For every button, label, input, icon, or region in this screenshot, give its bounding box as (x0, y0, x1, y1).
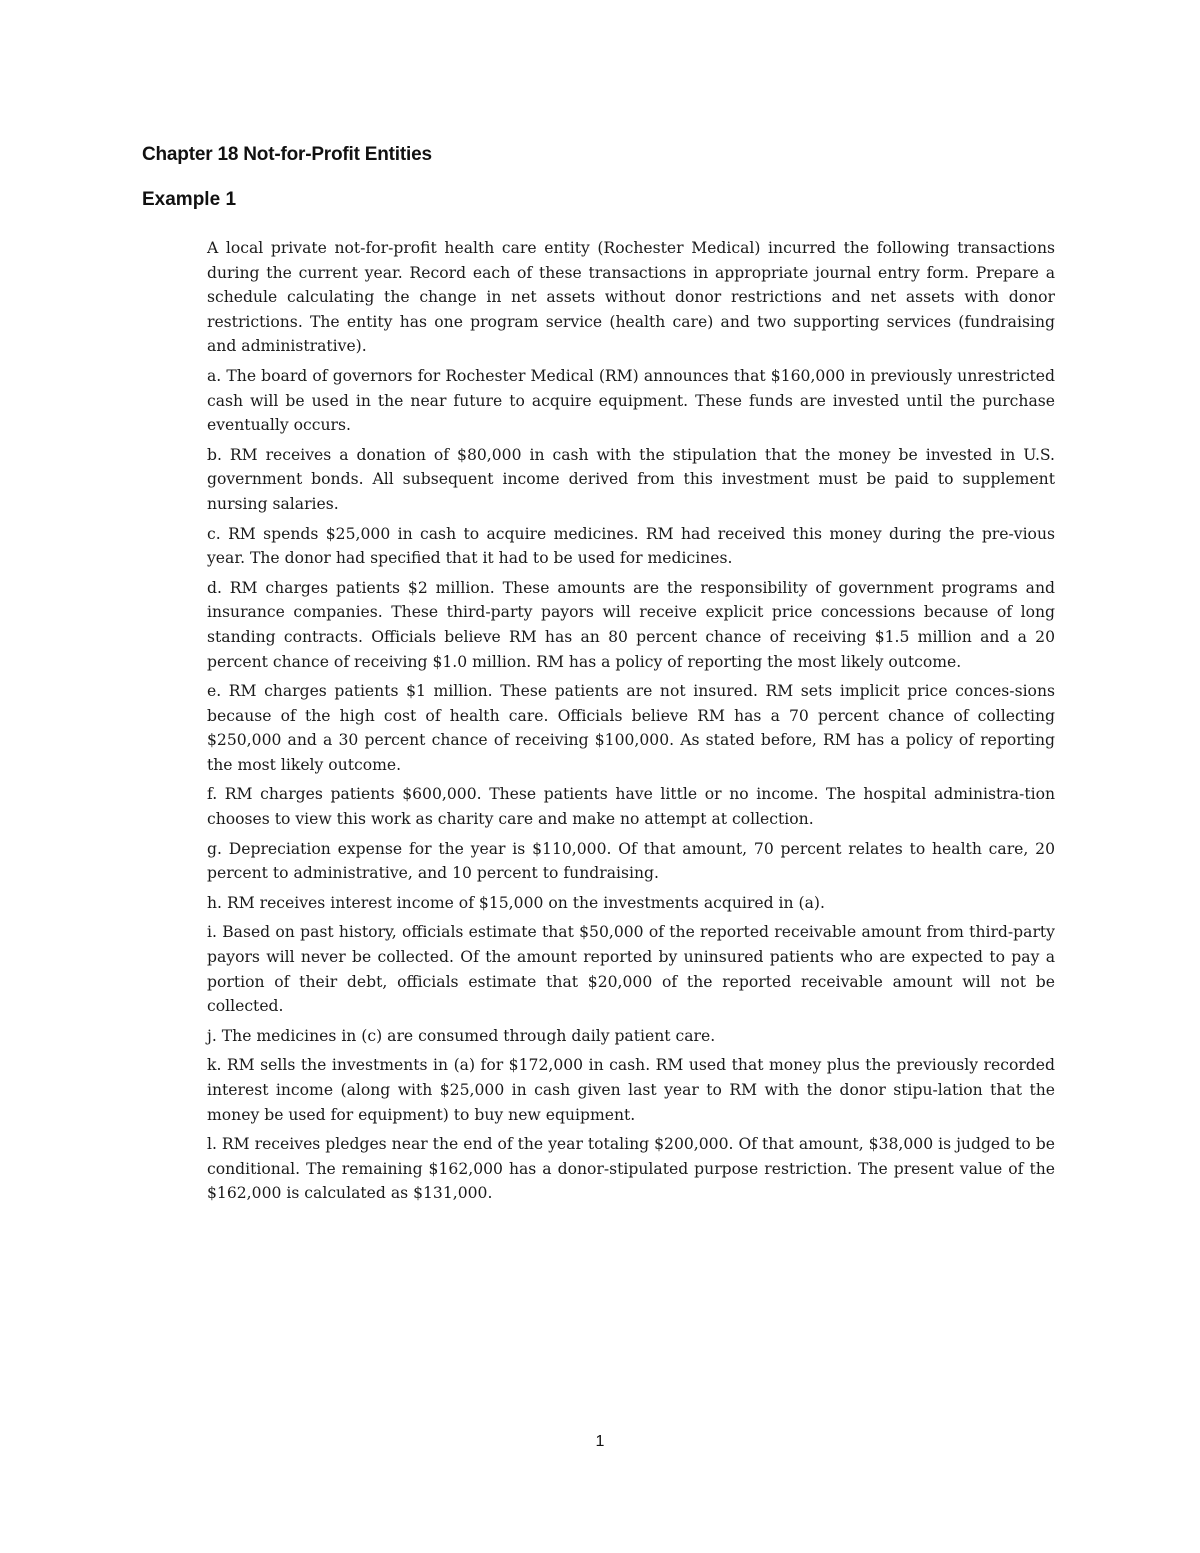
transaction-item-j: j. The medicines in (c) are consumed through daily patient care. (207, 1026, 716, 1045)
page-number: 1 (595, 1433, 605, 1450)
example-heading (142, 189, 236, 211)
chapter-title: Chapter 18 Not-for-Profit Entities (142, 144, 432, 165)
transaction-item-e: e. RM charges patients $1 million. These patients are not insured. RM sets implicit price conces-sions because of the high cost of health care. Officials believe RM has a 70 percent chance of collecting $250,000 and a 30 percent chance of receiving $100,000. As stated before, RM has a policy of reporting the most likely outcome. (207, 682, 1055, 774)
transaction-item-f: f. RM charges patients $600,000. These patients have little or no income. The hospital administra-tion chooses to view this work as charity care and make no attempt at collection. (207, 785, 1055, 829)
example-label: Example (142, 189, 221, 210)
transaction-item-c: c. RM spends $25,000 in cash to acquire medicines. RM had received this money during the pre-vious year. The donor had specified that it had to be used for medicines. (207, 524, 1055, 568)
transaction-item-d: d. RM charges patients $2 million. These amounts are the responsibility of government programs and insurance companies. These third-party payors will receive explicit price concessions because of long standing contracts. Officials believe RM has an 80 percent chance of receiving $1.5 million and a 20 percent chance of receiving $1.0 million. RM has a policy of reporting the most likely outcome. (207, 578, 1055, 671)
transaction-item-i: i. Based on past history, officials estimate that $50,000 of the reported receivable amount from third-party payors will never be collected. Of the amount reported by uninsured patients who are expected to pay a portion of their debt, officials estimate that $20,000 of the reported receivable amount will not be collected. (207, 923, 1055, 1016)
document-body (207, 236, 1055, 1211)
example-number: 1 (225, 189, 237, 210)
transaction-item-l: l. RM receives pledges near the end of the year totaling $200,000. Of that amount, $38,000 is judged to be conditional. The remaining $162,000 has a donor-stipulated purpose restriction. The present value of the $162,000 is calculated as $131,000. (207, 1135, 1055, 1203)
transaction-item-a: a. The board of governors for Rochester Medical (RM) announces that $160,000 in previously unrestricted cash will be used in the near future to acquire equipment. These funds are invested until the purchase eventually occurs. (207, 366, 1055, 435)
transaction-item-k: k. RM sells the investments in (a) for $172,000 in cash. RM used that money plus the previously recorded interest income (along with $25,000 in cash given last year to RM with the donor stipu-lation that the money be used for equipment) to buy new equipment. (207, 1056, 1055, 1124)
transaction-item-b: b. RM receives a donation of $80,000 in cash with the stipulation that the money be invested in U.S. government bonds. All subsequent income derived from this investment must be paid to supplement nursing salaries. (207, 445, 1055, 513)
intro-paragraph: A local private not-for-profit health care entity (Rochester Medical) incurred the following transactions during the current year. Record each of these transactions in appropriate journal entry form. Prepare a schedule calculating the change in net assets without donor restrictions and net assets with donor restrictions. The entity has one program service (health care) and two supporting services (fundraising and administrative). (207, 239, 1055, 356)
transaction-item-g: g. Depreciation expense for the year is $110,000. Of that amount, 70 percent relates to health care, 20 percent to administrative, and 10 percent to fundraising. (207, 839, 1055, 883)
transaction-item-h: h. RM receives interest income of $15,000 on the investments acquired in (a). (207, 893, 825, 912)
